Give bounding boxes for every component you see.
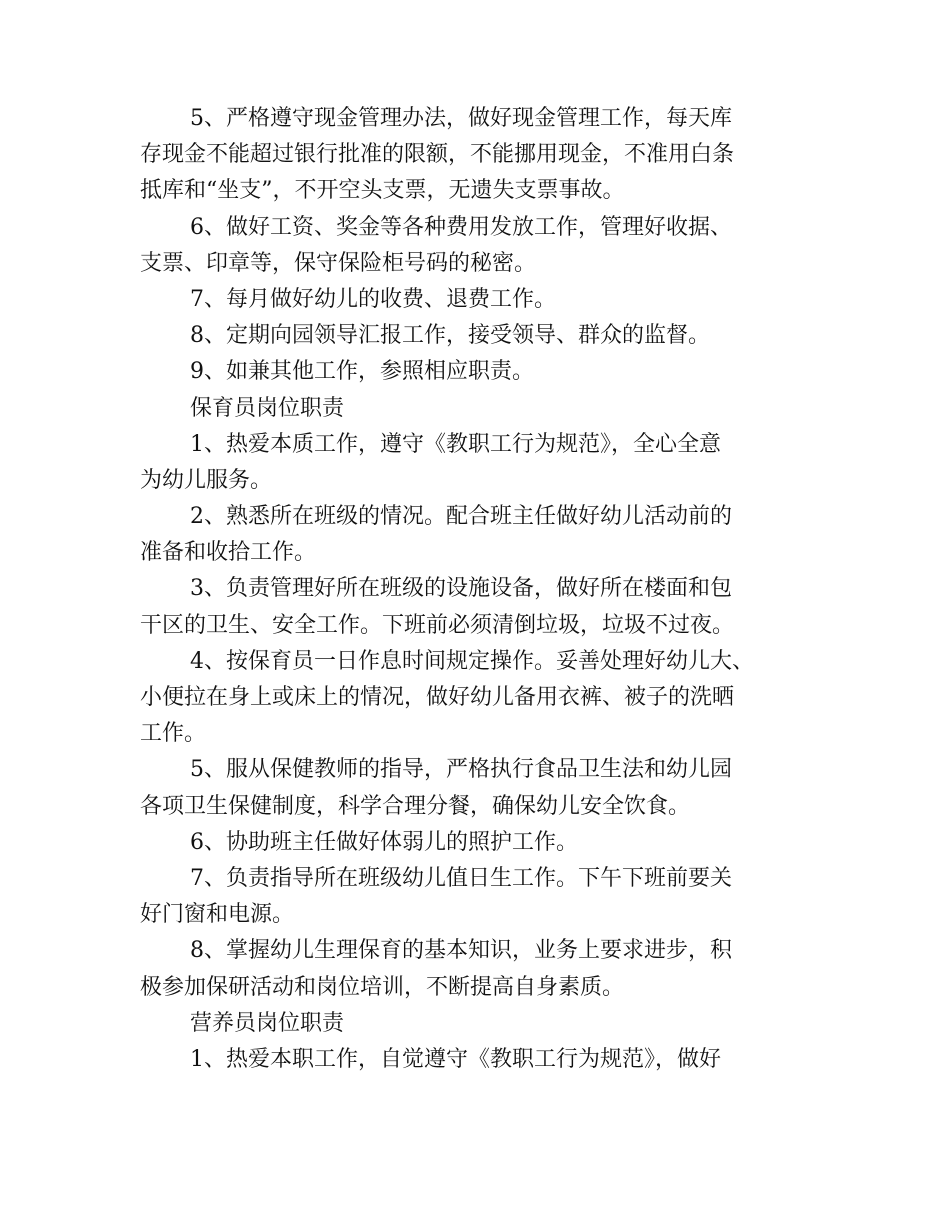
document-body [140, 101, 840, 1078]
text-line: 7、负责指导所在班级幼儿值日生工作。下午下班前要关 [190, 865, 732, 891]
text-line: 保育员岗位职责 [190, 395, 345, 421]
text-line: 5、严格遵守现金管理办法，做好现金管理工作，每天库 [190, 106, 732, 131]
text-line: 各项卫生保健制度，科学合理分餐，确保幼儿安全饮食。 [140, 793, 691, 819]
text-line: 工作。 [140, 721, 207, 747]
text-line: 5、服从保健教师的指导，严格执行食品卫生法和幼儿园 [190, 757, 732, 783]
text-line: 4、按保育员一日作息时间规定操作。妥善处理好幼儿大、 [190, 648, 754, 674]
text-line: 1、热爱本质工作，遵守《教职工行为规范》，全心全意 [190, 431, 721, 457]
text-line: 7、每月做好幼儿的收费、退费工作。 [190, 286, 556, 312]
text-line: 9、如兼其他工作，参照相应职责。 [190, 359, 534, 385]
text-line: 6、协助班主任做好体弱儿的照护工作。 [190, 829, 578, 855]
text-line: 2、熟悉所在班级的情况。配合班主任做好幼儿活动前的 [190, 504, 732, 530]
text-line: 准备和收拾工作。 [140, 540, 317, 566]
text-line: 6、做好工资、奖金等各种费用发放工作，管理好收据、 [190, 214, 732, 240]
text-line: 好门窗和电源。 [140, 902, 295, 928]
text-line: 1、热爱本职工作，自觉遵守《教职工行为规范》，做好 [190, 1046, 721, 1072]
text-line: 小便拉在身上或床上的情况，做好幼儿备用衣裤、被子的洗晒 [140, 685, 735, 710]
text-line: 极参加保研活动和岗位培训，不断提高自身素质。 [140, 974, 625, 1000]
text-line: 支票、印章等，保守保险柜号码的秘密。 [140, 250, 537, 276]
text-line: 8、掌握幼儿生理保育的基本知识，业务上要求进步，积 [190, 938, 732, 964]
text-line: 干区的卫生、安全工作。下班前必须清倒垃圾，垃圾不过夜。 [140, 612, 735, 638]
text-line: 营养员岗位职责 [190, 1010, 345, 1036]
text-line: 3、负责管理好所在班级的设施设备，做好所在楼面和包 [190, 576, 732, 602]
text-line: 存现金不能超过银行批准的限额，不能挪用现金，不准用白条 [140, 142, 735, 168]
text-line: 抵库和“坐支”，不开空头支票，无遗失支票事故。 [140, 178, 625, 204]
text-line: 为幼儿服务。 [140, 467, 273, 493]
text-line: 8、定期向园领导汇报工作，接受领导、群众的监督。 [190, 323, 710, 349]
